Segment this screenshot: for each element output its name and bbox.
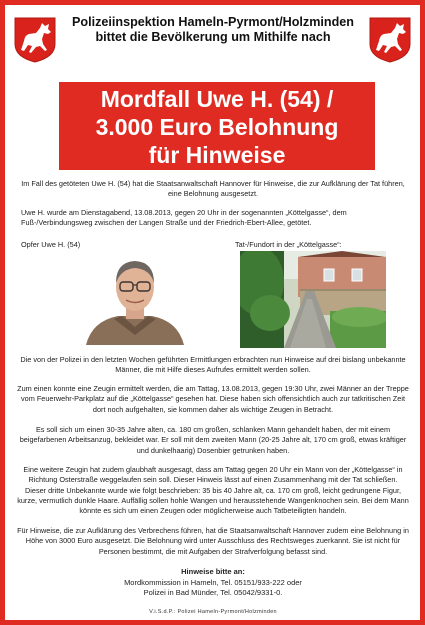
body-paragraph-2: Zum einen konnte eine Zeugin ermittelt werden, die am Tattag, 13.08.2013, gegen 19:30 Uhr, zwei Männer an der Treppe vom Feuerwehr-Parkplatz auf die „Köttelgasse“ gesehen hat. Diese haben sich offensichtlich auch zur tatkritischen Zeit dort noch aufgehalten, sie kommen daher als wichtige Zeugen in Betracht. [17,384,409,414]
intro-paragraph: Im Fall des getöteten Uwe H. (54) hat die Staatsanwaltschaft Hannover für Hinweise, die zur Aufklärung der Tat führen, eine Belohnung ausgesetzt. [21,179,405,199]
circumstances-paragraph: Uwe H. wurde am Dienstagabend, 13.08.2013, gegen 20 Uhr in der sogenannten „Köttelgasse“, dem Fuß-/Verbindungsweg zwischen der Langen Straße und der Friedrich-Ebert-Allee, getötet. [21,208,347,228]
imprint-footer: V.i.S.d.P.: Polizei Hameln-Pyrmont/Holzminden [149,609,277,615]
victim-photo [74,253,196,345]
contact-title: Hinweise bitte an: [181,567,245,576]
contact-line-1: Mordkommission in Hameln, Tel. 05151/933-222 oder [124,577,302,587]
lower-saxony-horse-icon [369,17,411,63]
contact-block [17,567,409,599]
header-line-1: Polizeiinspektion Hameln-Pyrmont/Holzminden [72,15,354,29]
crime-scene-photo [240,251,386,348]
contact-line-2: Polizei in Bad Münder, Tel. 05042/9331-0. [143,588,283,597]
headline-line-1: Mordfall Uwe H. (54) / [100,86,334,112]
body-paragraph-1: Die von der Polizei in den letzten Wochen geführten Ermittlungen erbrachten nun Hinweise auf drei bislang unbekannte Männer, die mit Hilfe dieses Aufrufes ermittelt werden sollen. [20,355,406,375]
header-line-2: bittet die Bevölkerung um Mithilfe nach [95,30,331,44]
body-paragraph-3: Es soll sich um einen 30-35 Jahre alten, ca. 180 cm großen, schlanken Mann gehandelt haben, der mit einem beigefarbenen Arbeitsanzug, bekleidet war. Er soll mit dem zweiten Mann (20-25 Jahre alt, 170 cm groß, etwas kräftiger und dunkelhaarig) Dosenbier getrunken haben. [19,425,407,455]
scene-photo-label: Tat-/Fundort in der „Köttelgasse“: [235,240,342,249]
headline-line-2: 3.000 Euro Belohnung [95,114,339,140]
headline-box [59,82,375,170]
lower-saxony-horse-icon [14,17,56,63]
headline-line-3: für Hinweise [148,142,286,168]
header [65,15,361,45]
body-paragraph-5: Für Hinweise, die zur Aufklärung des Verbrechens führen, hat die Staatsanwaltschaft Hannover zudem eine Belohnung in Höhe von 3000 Euro ausgesetzt. Die Belohnung wird unter Ausschluss des Rechtsweges zuerkannt. Sie ist nicht für Personen bestimmt, die mit Aufgaben der Strafverfolgung befasst sind. [17,526,409,556]
victim-photo-label: Opfer Uwe H. (54) [21,240,81,249]
body-paragraph-4: Eine weitere Zeugin hat zudem glaubhaft ausgesagt, dass am Tattag gegen 20 Uhr ein Mann von der „Köttelgasse“ in Richtung Osterstraße weggelaufen sein soll. Dieser Hinweis lässt auf einen Zusammenhang mit der Tat schließen. Dieser dritte Unbekannte wurde wie folgt beschrieben: 35 bis 40 Jahre alt, ca. 170 cm groß, leicht gedrungene Figur, kurze, vermutlich dunkle Haare. Auffällig sollen hohle Wangen und herausstehende Wangenknochen sein. Bei dem Mann könnte es sich um einen Zeugen oder möglicherweise auch Tatbeteiligten handeln. [17,465,409,516]
